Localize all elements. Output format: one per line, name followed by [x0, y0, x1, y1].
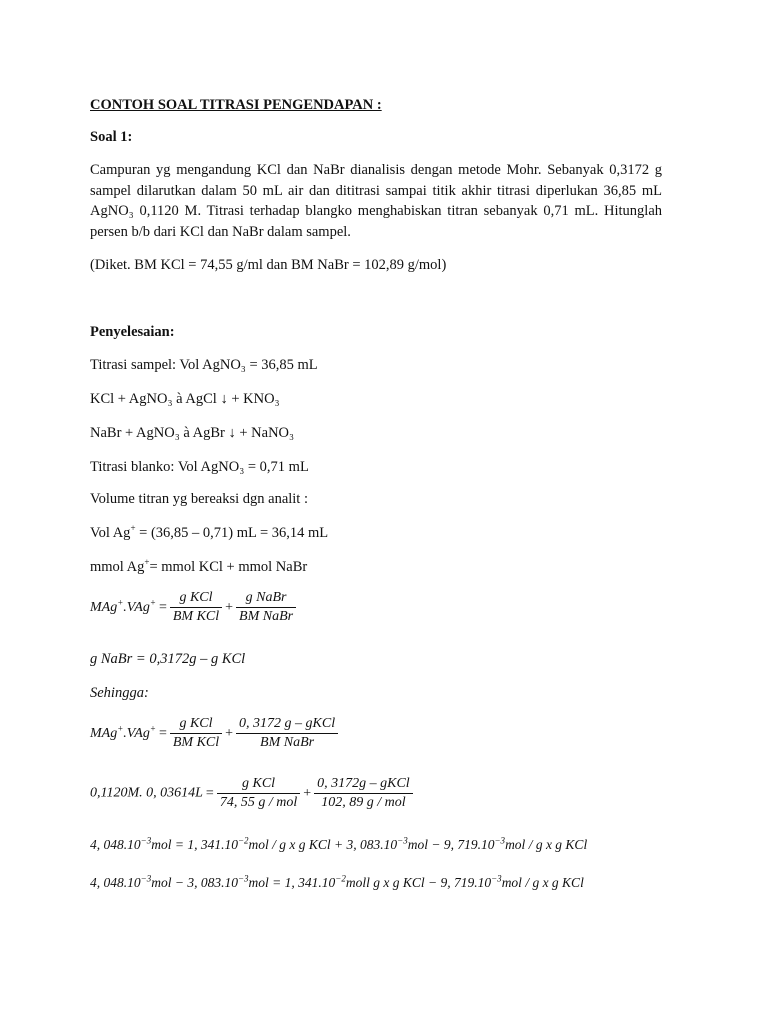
equation-substituted: MAg+.VAg+ = $\frac{\text{g KCl}}{\text{BM KCl}}$ + $\frac{\text{0, 3172 g – gKCl}}{\text{BM NaBr}}$	[90, 716, 338, 751]
step-blank-titration: Titrasi blanko: Vol AgNO₃ = 0,71 mL	[90, 459, 309, 475]
step-titrant-volume-label: Volume titran yg bereaksi dgn analit :	[90, 491, 308, 507]
sehingga-label: Sehingga:	[90, 685, 149, 701]
document-title: CONTOH SOAL TITRASI PENGENDAPAN :	[90, 97, 382, 113]
given-data: (Diket. BM KCl = 74,55 g/ml dan BM NaBr = 102,89 g/mol)	[90, 257, 447, 273]
equation-rearranged: 4, $048.10^{-3}mol - 3$, $083.10^{-3}mol = 1$, $341.10^{-2}moll$ g x g KCl − 9, $719.10^{-3}mol$ / g x g KCl	[90, 873, 584, 890]
fraction-nabr-substituted: $\frac{\text{0, 3172 g – gKCl}}{\text{BM NaBr}}$	[236, 716, 338, 751]
fraction-kcl: $\frac{\text{g KCl}}{\text{BM KCl}}$	[170, 590, 222, 625]
reaction-nabr: NaBr + AgNO₃ à AgBr ↓ + NaNO₃	[90, 425, 295, 441]
step-mmol-ag: mmol Ag+= mmol KCl + mmol NaBr	[90, 557, 308, 575]
fraction-nabr: $\frac{\text{g NaBr}}{\text{BM NaBr}}$	[236, 590, 296, 625]
step-vol-ag: Vol Ag+ = (36,85 – 0,71) mL = 36,14 mL	[90, 523, 329, 541]
fraction-kcl-numeric: $\frac{\text{g KCl}}{\text{74, 55 g / mol}}$	[217, 776, 300, 811]
fraction-nabr-numeric: $\frac{\text{0, 3172g – gKCl}}{\text{102, 89 g / mol}}$	[314, 776, 413, 811]
equation-numeric: 0,1120M. 0, 03614L = $\frac{\text{g KCl}}{\text{74, 55 g / mol}}$ + $\frac{\text{0, 3172g – gKCl}}{\text{102, 89 g / mol}}$	[90, 776, 413, 811]
equation-g-nabr: g NaBr = 0,3172g – g KCl	[90, 651, 246, 667]
step-sample-titration: Titrasi sampel: Vol AgNO₃ = 36,85 mL	[90, 357, 318, 373]
problem-paragraph: Campuran yg mengandung KCl dan NaBr dianalisis dengan metode Mohr. Sebanyak 0,3172 g sampel dilarutkan dalam 50 mL air dan dititrasi sampai titik akhir titrasi diperlukan 36,85 mL AgNO₃ 0,1120 M. Titrasi terhadap blangko menghabiskan titran sebanyak 0,71 mL. Hitunglah persen b/b dari KCl dan NaBr dalam sampel.	[90, 162, 662, 240]
fraction-kcl: $\frac{\text{g KCl}}{\text{BM KCl}}$	[170, 716, 222, 751]
solution-heading: Penyelesaian:	[90, 324, 175, 340]
equation-mole-balance: MAg+.VAg+ = $\frac{\text{g KCl}}{\text{BM KCl}}$ + $\frac{\text{g NaBr}}{\text{BM NaBr}}$	[90, 590, 296, 625]
reaction-kcl: KCl + AgNO₃ à AgCl ↓ + KNO₃	[90, 391, 280, 407]
soal-heading: Soal 1:	[90, 129, 133, 145]
equation-expanded: 4, $048.10^{-3}mol = 1$, $341.10^{-2}mol$ / g x g KCl + 3, $083.10^{-3}mol - 9$, $719.10^{-3}mol$ / g x g KCl	[90, 835, 588, 852]
